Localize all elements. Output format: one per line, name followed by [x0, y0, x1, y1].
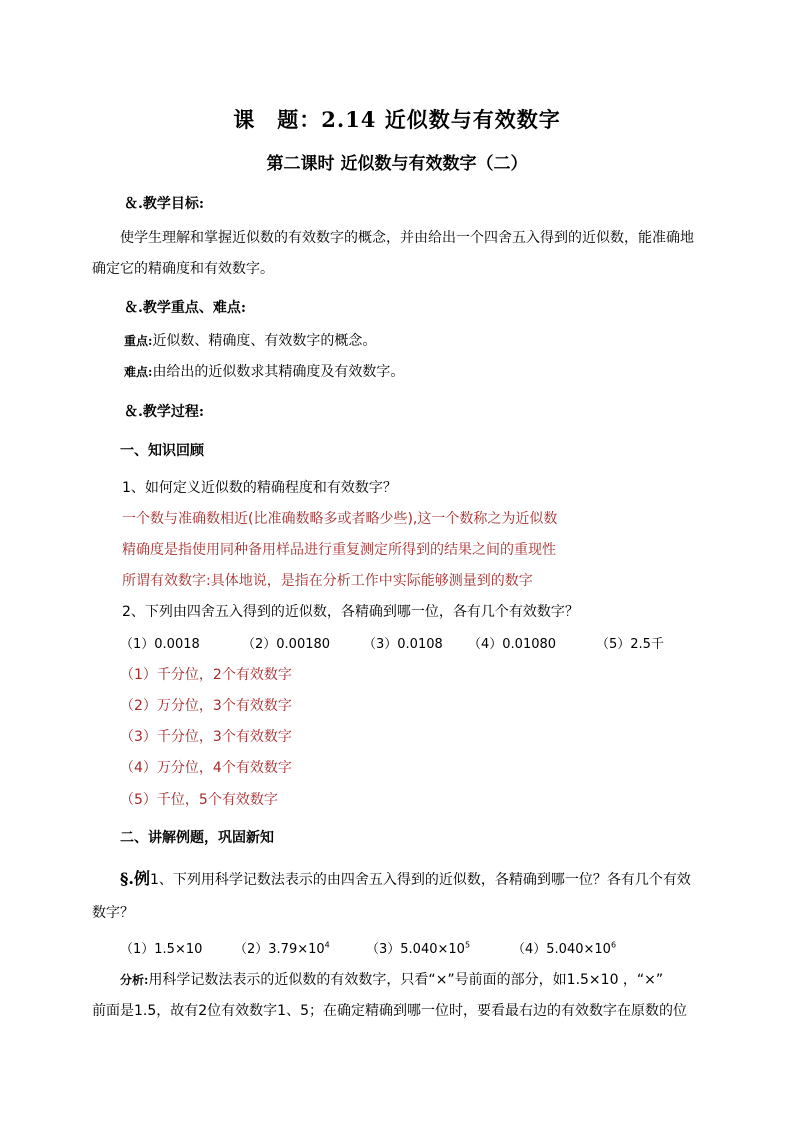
important-label: 重点: [124, 334, 153, 348]
analysis-text-1: 用科学记数法表示的近似数的有效数字，只看“×”号前面的部分，如1.5×10 ，“×” [148, 972, 664, 988]
review-question-1: 1、如何定义近似数的精确程度和有效数字？ [122, 480, 397, 496]
review-answer-approx: 一个数与准确数相近(比准确数略多或者略少些),这一个数称之为近似数 [122, 511, 558, 527]
difficult-text: 由给出的近似数求其精确度及有效数字。 [152, 364, 405, 380]
goals-text-line1: 使学生理解和掌握近似数的有效数字的概念，并由给出一个四舍五入得到的近似数，能准确地 [120, 230, 694, 246]
review-answer-significant: 所谓有效数字:具体地说，是指在分析工作中实际能够测量到的数字 [122, 573, 533, 589]
difficult-point [124, 361, 404, 381]
example-item-1: （1）1.5×10 [120, 942, 203, 957]
review-question-2: 2、下列由四舍五入得到的近似数，各精确到哪一位，各有几个有效数字？ [122, 604, 579, 620]
review-answer-item-3: （3）千分位，3个有效数字 [120, 729, 292, 745]
important-text: 近似数、精确度、有效数字的概念。 [152, 333, 377, 349]
difficult-label: 难点: [124, 365, 153, 379]
lesson-subtitle: 第二课时 近似数与有效数字（二） [266, 154, 528, 174]
review-item-2: （2）0.00180 [242, 637, 331, 652]
lesson-title: 课 题：2.14 近似数与有效数字 [233, 107, 561, 132]
review-answer-item-4: （4）万分位，4个有效数字 [120, 760, 292, 776]
process-heading: ＆.教学过程: [124, 404, 205, 420]
review-answer-item-5: （5）千位，5个有效数字 [120, 792, 278, 808]
review-answer-item-1: （1）千分位，2个有效数字 [120, 667, 292, 683]
examples-heading: 二、讲解例题，巩固新知 [120, 830, 274, 846]
review-item-3: （3）0.0108 [363, 637, 443, 652]
analysis-line2: 前面是1.5，故有2位有效数字1、5；在确定精确到哪一位时，要看最右边的有效数字在原数的位 [92, 1003, 687, 1019]
analysis-label: 分析: [120, 973, 149, 987]
review-heading: 一、知识回顾 [120, 443, 204, 459]
review-answer-item-2: （2）万分位，3个有效数字 [120, 698, 292, 714]
example-item-4: $(4)5.040\times 10^6$ [512, 940, 617, 957]
example-label: §.例 [120, 869, 150, 888]
example-1-text: 1、下列用科学记数法表示的由四舍五入得到的近似数，各精确到哪一位？各有几个有效 [149, 872, 691, 888]
example-item-3: $(3)5.040\times 10^5$ [366, 940, 471, 957]
example-1-line1 [120, 866, 691, 889]
key-heading: ＆.教学重点、难点: [124, 300, 247, 316]
review-item-1: （1）0.0018 [120, 637, 200, 652]
example-1-line2: 数字？ [92, 905, 134, 921]
review-item-5: （5）2.5千 [596, 637, 664, 652]
review-item-4: （4）0.01080 [468, 637, 557, 652]
review-answer-precision: 精确度是指使用同种备用样品进行重复测定所得到的结果之间的重现性 [122, 542, 556, 558]
goals-heading: ＆.教学目标: [124, 196, 205, 212]
example-item-2: $(2)3.79\times 10^4$ [234, 940, 330, 957]
goals-text-line2: 确定它的精确度和有效数字。 [92, 261, 274, 277]
important-point [124, 330, 376, 350]
analysis-line1 [120, 969, 663, 989]
